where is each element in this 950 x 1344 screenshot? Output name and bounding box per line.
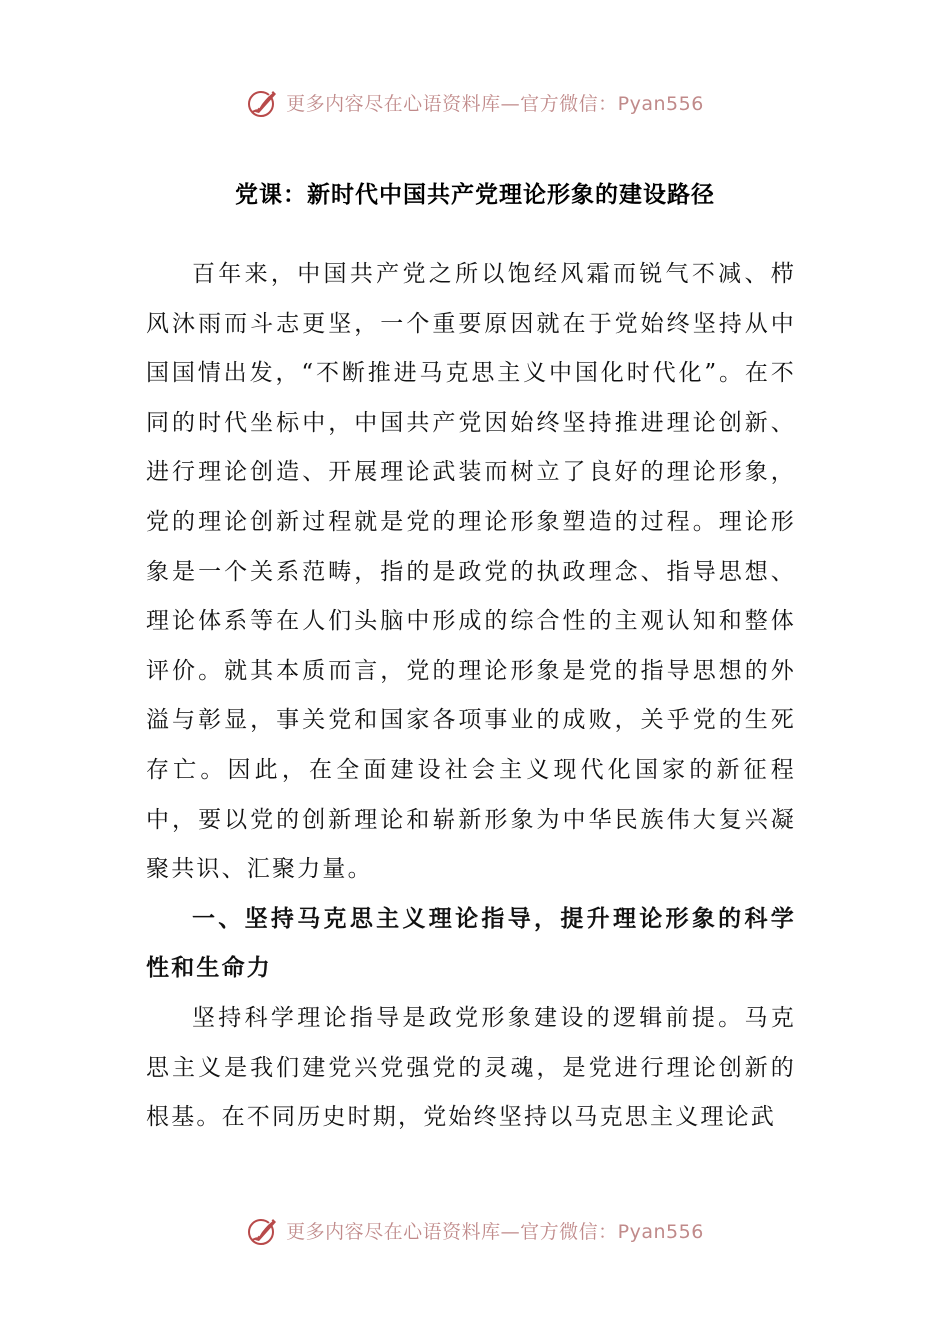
footer-banner[interactable] [0,1210,950,1250]
header-wechat-id: Pyan556 [617,92,704,115]
header-banner-content [246,85,704,119]
document-body [146,250,796,1143]
quill-logo-icon [246,85,280,119]
document-title: 党课：新时代中国共产党理论形象的建设路径 [235,182,715,208]
header-banner-text: 更多内容尽在心语资料库—官方微信：Pyan556 [286,92,704,115]
quill-logo-icon [246,1213,280,1247]
paragraph: 百年来，中国共产党之所以饱经风霜而锐气不减、栉风沐雨而斗志更坚，一个重要原因就在于党始终坚持从中国国情出发，“不断推进马克思主义中国化时代化”。在不同的时代坐标中，中国共产党因始终坚持推进理论创新、进行理论创造、开展理论武装而树立了良好的理论形象，党的理论创新过程就是党的理论形象塑造的过程。理论形象是一个关系范畴，指的是政党的执政理念、指导思想、理论体系等在人们头脑中形成的综合性的主观认知和整体评价。就其本质而言，党的理论形象是党的指导思想的外溢与彰显，事关党和国家各项事业的成败，关乎党的生死存亡。因此，在全面建设社会主义现代化国家的新征程中，要以党的创新理论和崭新形象为中华民族伟大复兴凝聚共识、汇聚力量。 [146,261,796,883]
footer-wechat-id: Pyan556 [617,1220,704,1243]
section-heading: 一、坚持马克思主义理论指导，提升理论形象的科学性和生命力 [146,905,796,982]
footer-banner-content [246,1213,704,1247]
paragraph: 坚持科学理论指导是政党形象建设的逻辑前提。马克思主义是我们建党兴党强党的灵魂，是党进行理论创新的根基。在不同历史时期，党始终坚持以马克思主义理论武 [146,1004,796,1131]
footer-banner-text: 更多内容尽在心语资料库—官方微信：Pyan556 [286,1220,704,1243]
header-banner[interactable] [0,82,950,122]
